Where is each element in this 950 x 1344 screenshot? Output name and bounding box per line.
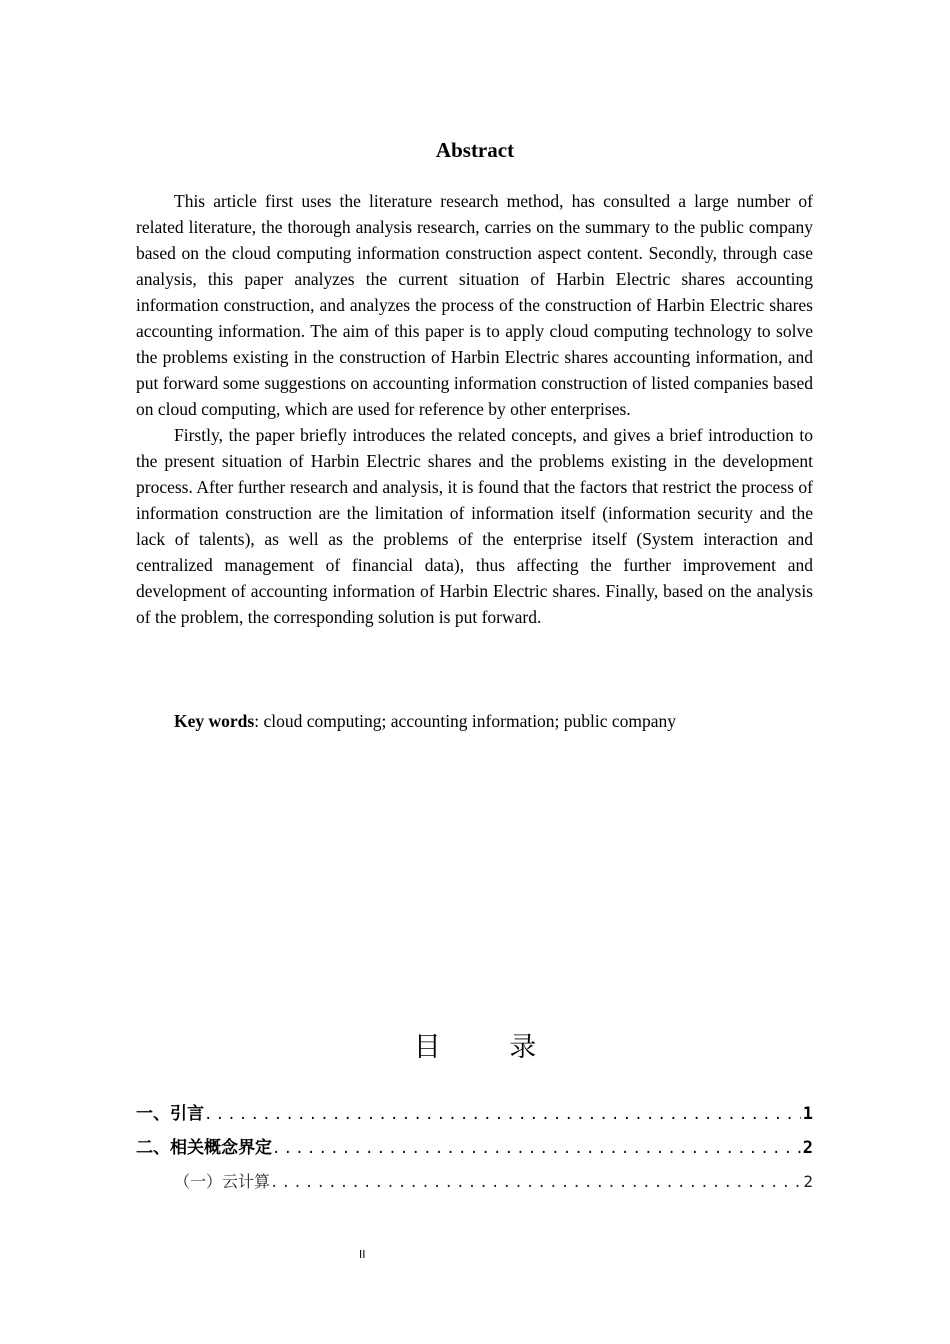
abstract-title: Abstract bbox=[435, 138, 515, 162]
toc-entry-label: 二、相关概念界定 bbox=[136, 1138, 272, 1158]
keywords-line bbox=[174, 708, 814, 734]
toc-entry-related-concepts[interactable] bbox=[136, 1131, 813, 1165]
toc-title: 目 录 bbox=[413, 1032, 567, 1063]
abstract-body bbox=[136, 188, 813, 630]
toc-entry-page: 2 bbox=[803, 1172, 813, 1191]
toc-entry-label: （一）云计算 bbox=[174, 1172, 271, 1191]
toc-leader-dots bbox=[272, 1132, 801, 1166]
toc-entry-cloud-computing[interactable] bbox=[136, 1165, 813, 1199]
toc-entry-page: 2 bbox=[802, 1138, 813, 1158]
abstract-paragraph-2: Firstly, the paper briefly introduces the related concepts, and gives a brief introduction to the present situation of Harbin Electric shares and the problems existing in the development process. After further research and analysis, it is found that the factors that restrict the process of information construction are the limitation of information itself (information security and the lack of talents), as well as the problems of the enterprise itself (System interaction and centralized management of financial data), thus affecting the further improvement and development of accounting information of Harbin Electric shares. Finally, based on the analysis of the problem, the corresponding solution is put forward. bbox=[136, 425, 813, 627]
table-of-contents bbox=[136, 1097, 813, 1199]
page-number: II bbox=[359, 1248, 366, 1261]
toc-entry-introduction[interactable] bbox=[136, 1097, 813, 1131]
keywords-label: Key words bbox=[174, 711, 255, 731]
abstract-paragraph-1: This article first uses the literature research method, has consulted a large number of related literature, the thorough analysis research, carries on the summary to the public company based on the cloud computing information construction aspect content. Secondly, through case analysis, this paper analyzes the current situation of Harbin Electric shares accounting information construction, and analyzes the process of the construction of Harbin Electric shares accounting information. The aim of this paper is to apply cloud computing technology to solve the problems existing in the construction of Harbin Electric shares accounting information, and put forward some suggestions on accounting information construction of listed companies based on cloud computing, which are used for reference by other enterprises. bbox=[136, 191, 813, 419]
toc-entry-label: 一、引言 bbox=[136, 1104, 204, 1124]
keywords-text: : cloud computing; accounting information; public company bbox=[254, 711, 677, 731]
toc-entry-page: 1 bbox=[802, 1104, 813, 1124]
toc-leader-dots bbox=[270, 1166, 801, 1200]
toc-leader-dots bbox=[204, 1098, 801, 1132]
